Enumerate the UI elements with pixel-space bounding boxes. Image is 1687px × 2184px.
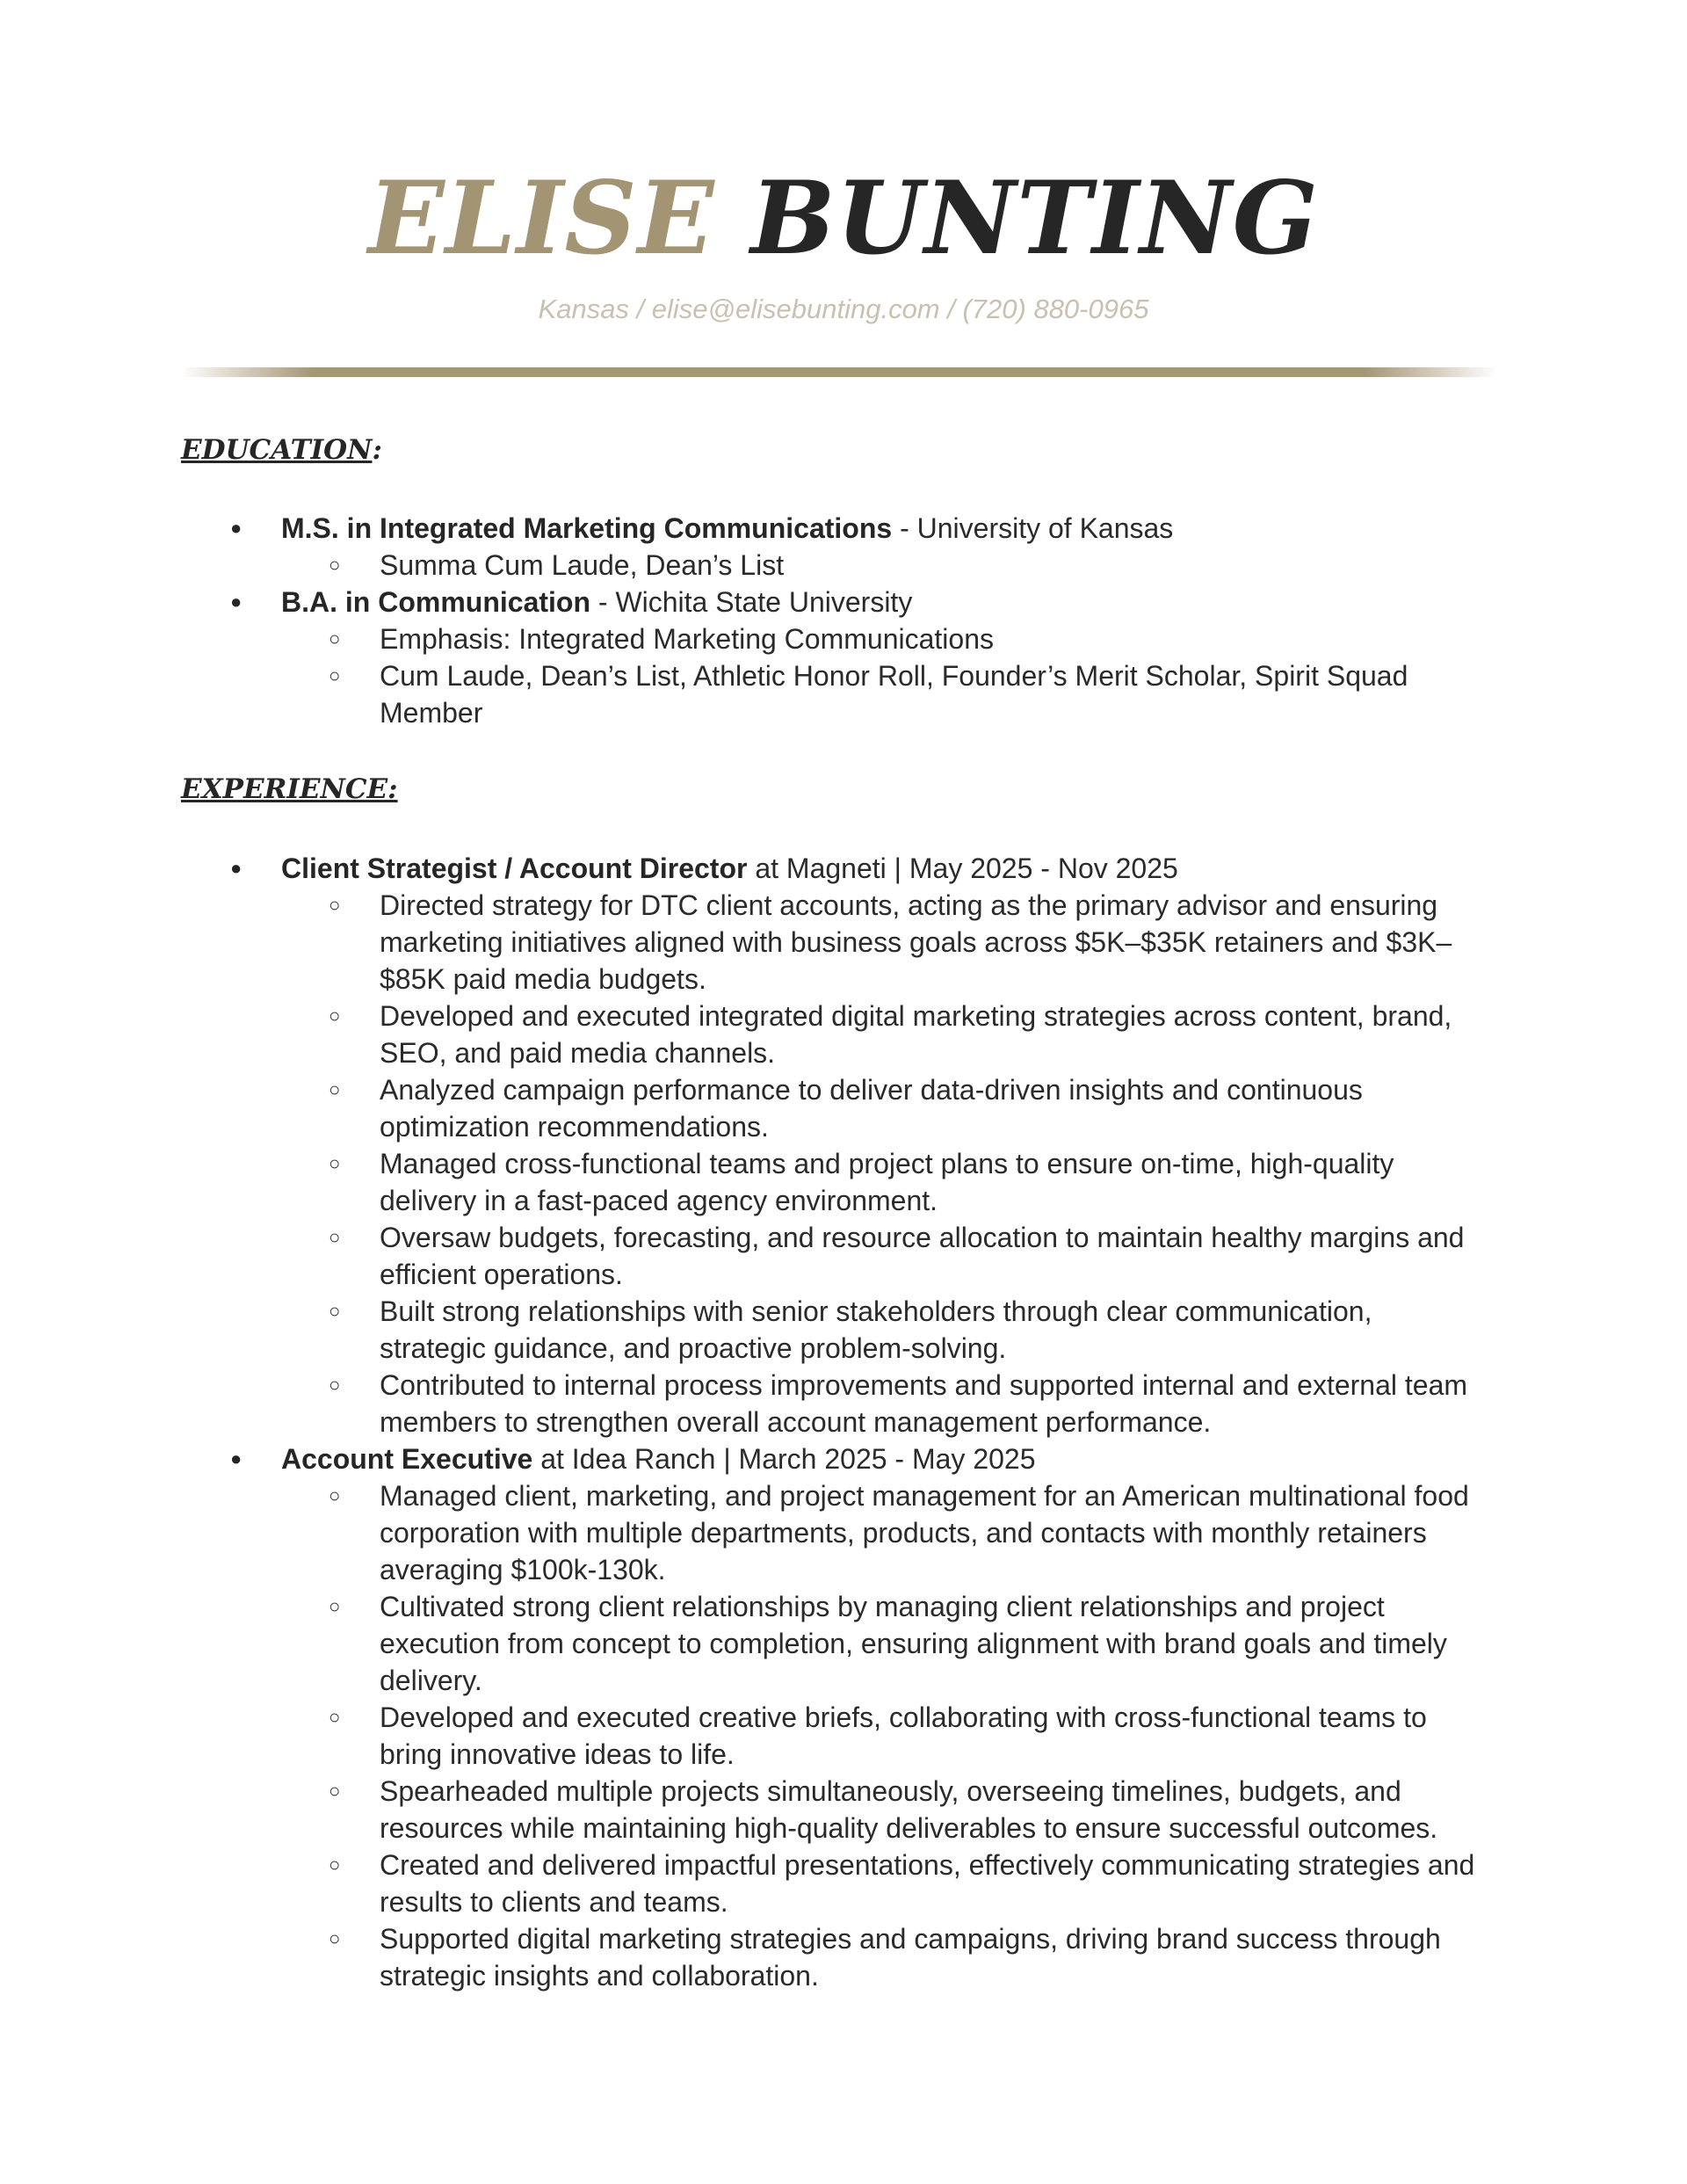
last-name: BUNTING — [750, 159, 1319, 277]
resume-name — [0, 156, 1687, 279]
job-bullet: ○ Developed and executed integrated digital marketing strategies across content, brand, SEO, and paid media channels. — [380, 998, 1478, 1071]
education-heading-colon: : — [372, 434, 382, 466]
experience-heading: EXPERIENCE: — [181, 773, 398, 805]
education-detail: ○ Cum Laude, Dean’s List, Athletic Honor Roll, Founder’s Merit Scholar, Spirit Squad Member — [380, 657, 1478, 731]
header-divider — [181, 367, 1497, 377]
education-heading — [181, 432, 382, 468]
degree-title: B.A. in Communication — [281, 586, 590, 618]
job-bullet: ○ Contributed to internal process improvements and supported internal and external team members to strengthen overall account management performance. — [380, 1367, 1478, 1440]
first-name: ELISE — [368, 159, 715, 277]
job-role: Account Executive — [281, 1443, 533, 1475]
job-bullet: ○ Cultivated strong client relationships by managing client relationships and project execution from concept to completion, ensuring alignment with brand goals and timely delivery. — [380, 1588, 1478, 1699]
job-bullet: ○ Managed cross-functional teams and project plans to ensure on-time, high-quality delivery in a fast-paced agency environment. — [380, 1145, 1478, 1219]
job-bullet: ○ Developed and executed creative briefs, collaborating with cross-functional teams to bring innovative ideas to life. — [380, 1699, 1478, 1773]
degree-title: M.S. in Integrated Marketing Communications — [281, 512, 893, 544]
job-company-dates: at Magneti | May 2025 - Nov 2025 — [747, 853, 1178, 884]
job-bullet: ○ Built strong relationships with senior stakeholders through clear communication, strategic guidance, and proactive problem-solving. — [380, 1293, 1478, 1367]
education-item — [0, 584, 1687, 731]
job-bullet: ○ Spearheaded multiple projects simultaneously, overseeing timelines, budgets, and resources while maintaining high-quality deliverables to ensure successful outcomes. — [380, 1773, 1478, 1847]
job-bullet: ○ Directed strategy for DTC client accounts, acting as the primary advisor and ensuring marketing initiatives aligned with business goals across $5K–$35K retainers and $3K–$85K paid media budgets. — [380, 887, 1478, 998]
job-company-dates: at Idea Ranch | March 2025 - May 2025 — [532, 1443, 1036, 1475]
education-detail: ○ Emphasis: Integrated Marketing Communications — [380, 620, 1478, 657]
job-bullet: ○ Managed client, marketing, and project management for an American multinational food corporation with multiple departments, products, and contacts with monthly retainers averaging $100k-130k. — [380, 1477, 1478, 1588]
experience-list — [0, 850, 1687, 1994]
job-bullet: ○ Oversaw budgets, forecasting, and resource allocation to maintain healthy margins and efficient operations. — [380, 1219, 1478, 1293]
education-item — [0, 510, 1687, 584]
job-role: Client Strategist / Account Director — [281, 853, 748, 884]
education-list — [0, 510, 1687, 731]
job-bullet: ○ Supported digital marketing strategies and campaigns, driving brand success through strategic insights and collaboration. — [380, 1920, 1478, 1994]
education-detail: ○ Summa Cum Laude, Dean’s List — [380, 547, 1478, 584]
degree-school: - University of Kansas — [892, 512, 1174, 544]
degree-school: - Wichita State University — [590, 586, 913, 618]
job-item — [0, 850, 1687, 1440]
job-bullet: ○ Analyzed campaign performance to deliver data-driven insights and continuous optimization recommendations. — [380, 1071, 1478, 1145]
job-item — [0, 1440, 1687, 1994]
job-bullet: ○ Created and delivered impactful presentations, effectively communicating strategies and results to clients and teams. — [380, 1847, 1478, 1920]
education-heading-text: EDUCATION — [181, 434, 373, 466]
contact-line: Kansas / elise@elisebunting.com / (720) 880-0965 — [538, 294, 1149, 324]
